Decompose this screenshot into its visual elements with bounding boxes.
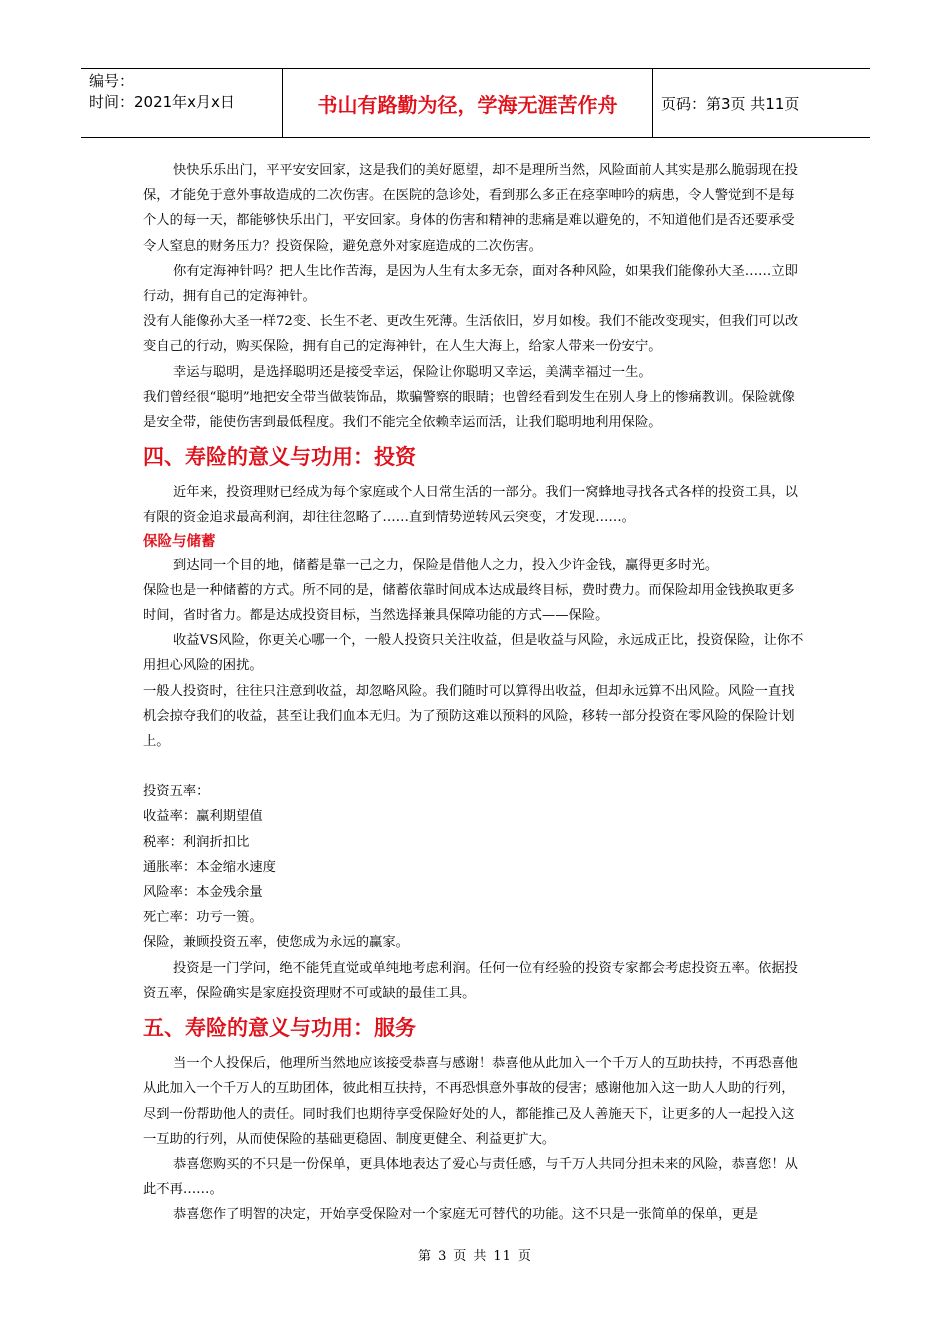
paragraph: 你有定海神针吗？把人生比作苦海，是因为人生有太多无奈，面对各种风险，如果我们能像孙大圣……立即行动，拥有自己的定海神针。 <box>143 263 798 305</box>
list-item: 收益率：赢利期望值 <box>143 809 263 825</box>
paragraph: 近年来，投资理财已经成为每个家庭或个人日常生活的一部分。我们一窝蜂地寻找各式各样的投资工具，以有限的资金追求最高利润，却往往忽略了……直到情势逆转风云突变，才发现……。 <box>143 485 798 526</box>
number-label: 编号： <box>89 72 135 90</box>
blank-line <box>143 754 807 779</box>
footer-di: 第 <box>418 1249 433 1264</box>
paragraph: 快快乐乐出门，平平安安回家，这是我们的美好愿望，却不是理所当然，风险面前人其实是那么脆弱现在投保，才能免于意外事故造成的二次伤害。在医院的急诊处，看到那么多正在痉挛呻吟的病患，令人警觉到不是每个人的每一天，都能够快乐出门，平安回家。身体的伤害和精神的悲痛是难以避免的，不知道他们是否还要承受令人窒息的财务压力？投资保险，避免意外对家庭造成的二次伤害。 <box>143 163 798 254</box>
paragraph: 一般人投资时，往往只注意到收益，却忽略风险。我们随时可以算得出收益，但却永远算不出风险。风险一直找机会掠夺我们的收益，甚至让我们血本无归。为了预防这难以预料的风险，移转一部分投资在零风险的保险计划上。 <box>143 683 795 750</box>
paragraph: 幸运与聪明，是选择聪明还是接受幸运，保险让你聪明又幸运，美满幸福过一生。 <box>173 364 652 380</box>
paragraph: 恭喜您作了明智的决定，开始享受保险对一个家庭无可替代的功能。这不只是一张简单的保单，更是 <box>173 1207 759 1223</box>
list-item: 税率：利润折扣比 <box>143 834 250 850</box>
footer-ye: 页 <box>453 1249 468 1264</box>
subheading-savings: 保险与储蓄 <box>143 532 216 550</box>
section-heading-service: 五、寿险的意义与功用：服务 <box>143 1015 416 1041</box>
paragraph: 恭喜您购买的不只是一份保单，更具体地表达了爱心与责任感，与千万人共同分担未来的风险，恭喜您！从此不再……。 <box>143 1156 798 1198</box>
header-motto: 书山有路勤为径，学海无涯苦作舟 <box>283 69 653 137</box>
document-body <box>143 158 807 1228</box>
header-page-label: 页码：第3页 共11页 <box>661 94 800 113</box>
footer-total-pages: 11 <box>493 1249 512 1264</box>
list-item: 风险率：本金残余量 <box>143 885 263 901</box>
time-label: 时间：2021年x月x日 <box>89 93 235 111</box>
paragraph: 没有人能像孙大圣一样72变、长生不老、更改生死薄。生活依旧，岁月如梭。我们不能改变现实，但我们可以改变自己的行动，购买保险，拥有自己的定海神针，在人生大海上，给家人带来一份安宁。 <box>143 314 799 355</box>
list-item: 投资五率： <box>143 784 210 800</box>
paragraph: 保险也是一种储蓄的方式。所不同的是，储蓄依靠时间成本达成最终目标，费时费力。而保险却用金钱换取更多时间，省时省力。都是达成投资目标，当然选择兼具保障功能的方式——保险。 <box>143 582 795 624</box>
footer-page-number: 3 <box>438 1249 448 1264</box>
header-info-cell <box>81 69 283 137</box>
paragraph: 投资是一门学问，绝不能凭直觉或单纯地考虑利润。任何一位有经验的投资专家都会考虑投资五率。依据投资五率，保险确实是家庭投资理财不可或缺的最佳工具。 <box>143 960 798 1001</box>
page-header <box>81 68 870 138</box>
list-item: 通胀率：本金缩水速度 <box>143 859 276 875</box>
list-item: 保险，兼顾投资五率，使您成为永远的赢家。 <box>143 935 409 951</box>
paragraph: 收益VS风险，你更关心哪一个，一般人投资只关注收益，但是收益与风险，永远成正比，投资保险，让你不用担心风险的困扰。 <box>143 633 804 674</box>
footer-gong: 共 <box>473 1249 488 1264</box>
footer-ye: 页 <box>517 1249 532 1264</box>
paragraph: 当一个人投保后，他理所当然地应该接受恭喜与感谢！恭喜他从此加入一个千万人的互助扶持，不再恐喜他从此加入一个千万人的互助团体，彼此相互扶持，不再恐惧意外事故的侵害；感谢他加入这一助人人助的行列，尽到一份帮助他人的责任。同时我们也期待享受保险好处的人，都能推己及人善施天下，让更多的人一起投入这一互助的行列，从而使保险的基础更稳固、制度更健全、利益更扩大。 <box>143 1056 798 1147</box>
paragraph: 我们曾经很“聪明”地把安全带当做装饰品，欺骗警察的眼睛；也曾经看到发生在别人身上的惨痛教训。保险就像是安全带，能使伤害到最低程度。我们不能完全依赖幸运而活，让我们聪明地利用保险。 <box>143 389 795 431</box>
list-item: 死亡率：功亏一篑。 <box>143 910 263 926</box>
paragraph: 到达同一个目的地，储蓄是靠一己之力，保险是借他人之力，投入少许金钱，赢得更多时光。 <box>173 557 719 573</box>
page-footer <box>0 1245 950 1264</box>
section-heading-invest: 四、寿险的意义与功用：投资 <box>143 444 416 470</box>
